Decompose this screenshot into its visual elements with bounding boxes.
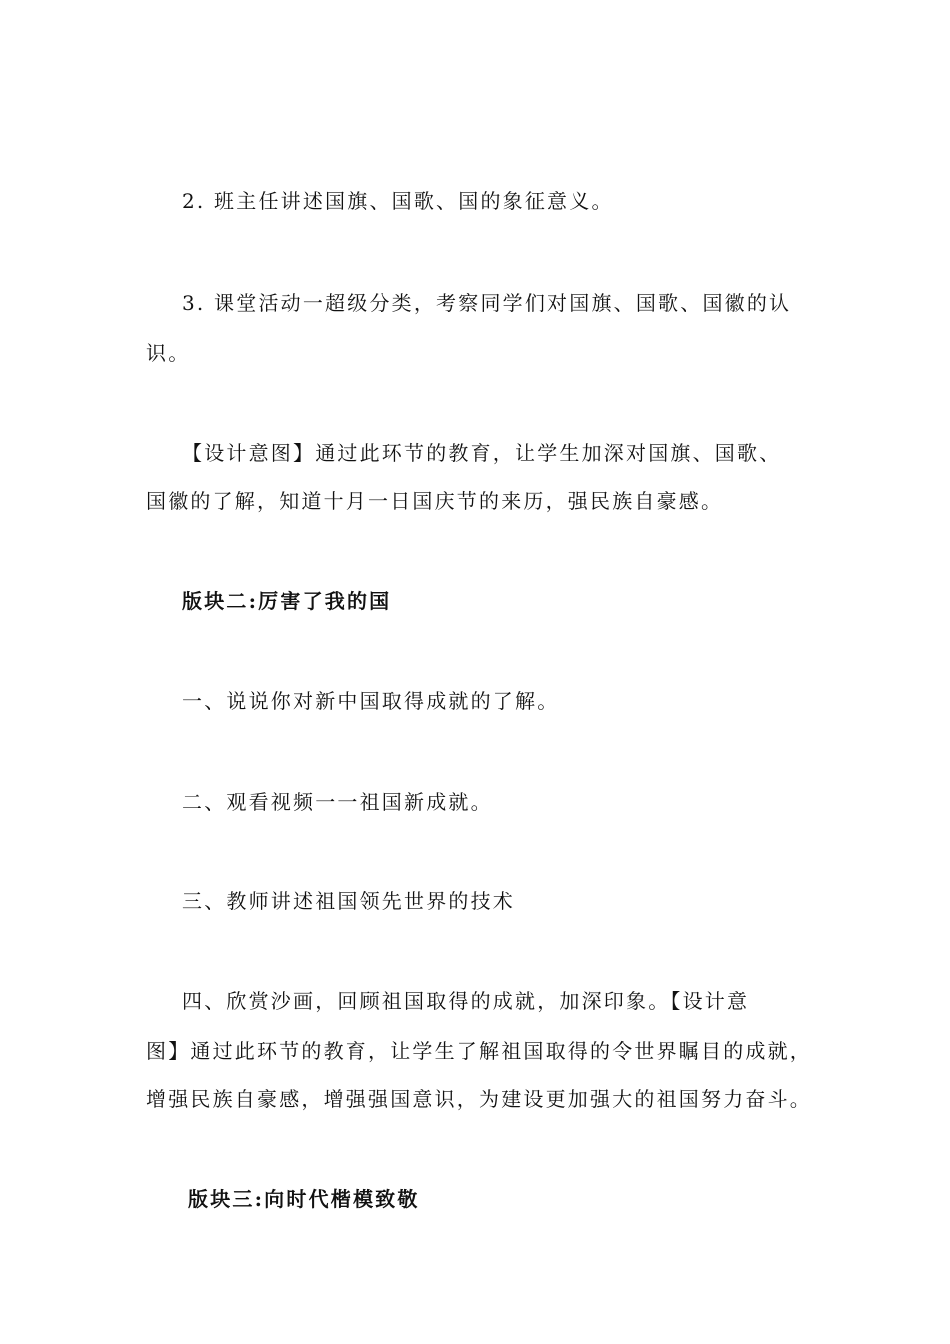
paragraph-step-3-line-2: 识。 [146, 341, 191, 365]
list-item-2: 二、观看视频一一祖国新成就。 [182, 790, 493, 814]
section-heading-3: 版块三:向时代楷模致敬 [188, 1187, 420, 1211]
paragraph-step-2: 2. 班主任讲述国旗、国歌、国的象征意义。 [182, 189, 614, 213]
section-heading-2: 版块二:厉害了我的国 [182, 589, 392, 613]
paragraph-step-3-line-1: 3. 课堂活动一超级分类，考察同学们对国旗、国歌、国徽的认 [182, 291, 792, 315]
list-item-4-line-1: 四、欣赏沙画，回顾祖国取得的成就，加深印象。【设计意 [182, 989, 750, 1013]
list-item-4-line-2: 图】通过此环节的教育，让学生了解祖国取得的令世界瞩目的成就， [146, 1039, 812, 1063]
list-item-3: 三、教师讲述祖国领先世界的技术 [182, 889, 515, 913]
design-intent-1-line-1: 【设计意图】通过此环节的教育，让学生加深对国旗、国歌、 [182, 441, 782, 465]
design-intent-1-line-2: 国徽的了解，知道十月一日国庆节的来历，强民族自豪感。 [146, 489, 724, 513]
list-item-4-line-3: 增强民族自豪感，增强强国意识，为建设更加强大的祖国努力奋斗。 [146, 1087, 812, 1111]
list-item-1: 一、说说你对新中国取得成就的了解。 [182, 689, 560, 713]
